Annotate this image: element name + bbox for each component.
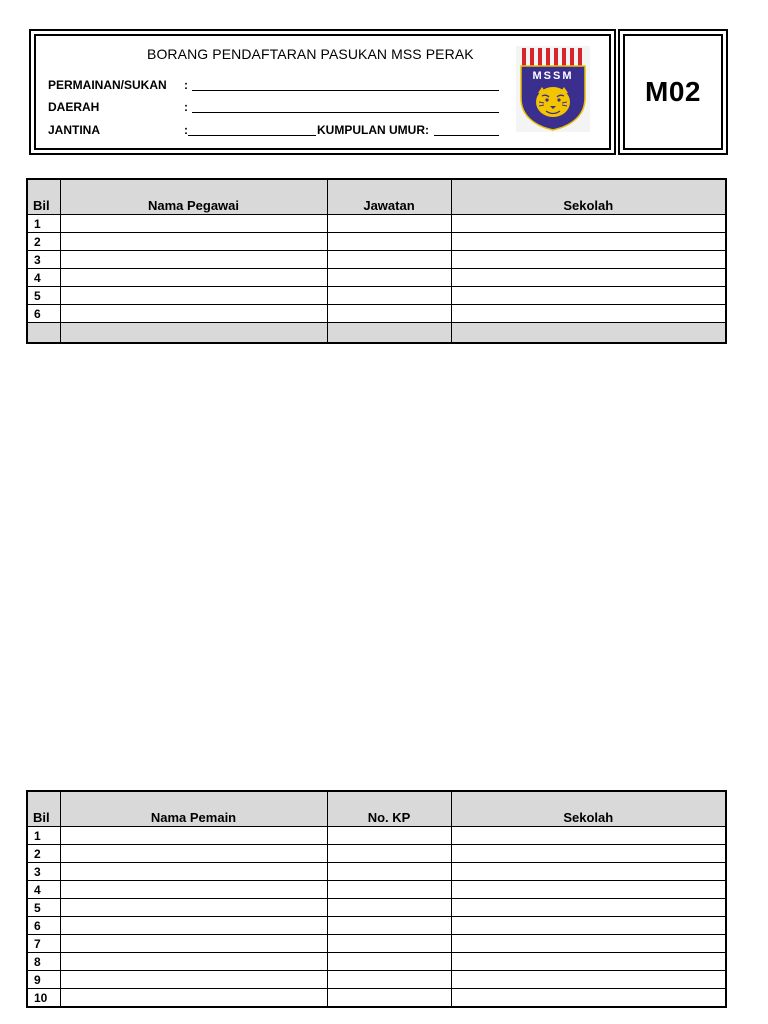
players-header-row bbox=[27, 791, 726, 827]
row-number: 4 bbox=[27, 269, 60, 287]
col-header-nama-pegawai: Nama Pegawai bbox=[60, 179, 327, 215]
school-cell[interactable] bbox=[451, 917, 726, 935]
sport-input-line[interactable] bbox=[192, 90, 499, 91]
name-cell[interactable] bbox=[60, 251, 327, 269]
row-number: 3 bbox=[27, 863, 60, 881]
table-row bbox=[27, 917, 726, 935]
school-cell[interactable] bbox=[451, 251, 726, 269]
district-label: DAERAH bbox=[48, 100, 100, 114]
name-cell[interactable] bbox=[60, 971, 327, 989]
col-header-bil: Bil bbox=[27, 179, 60, 215]
name-cell[interactable] bbox=[60, 269, 327, 287]
col-header-bil: Bil bbox=[27, 791, 60, 827]
sport-label: PERMAINAN/SUKAN bbox=[48, 78, 167, 92]
row-number: 7 bbox=[27, 935, 60, 953]
position-cell[interactable] bbox=[327, 305, 451, 323]
table-row bbox=[27, 989, 726, 1008]
age-group-label: KUMPULAN UMUR: bbox=[317, 123, 429, 137]
table-row bbox=[27, 971, 726, 989]
district-colon: : bbox=[184, 100, 188, 114]
table-row bbox=[27, 899, 726, 917]
name-cell[interactable] bbox=[60, 953, 327, 971]
row-number: 6 bbox=[27, 917, 60, 935]
mssm-logo bbox=[516, 46, 590, 132]
col-header-jawatan: Jawatan bbox=[327, 179, 451, 215]
position-cell[interactable] bbox=[327, 269, 451, 287]
row-number: 4 bbox=[27, 881, 60, 899]
school-cell[interactable] bbox=[451, 899, 726, 917]
ic-number-cell[interactable] bbox=[327, 953, 451, 971]
table-row bbox=[27, 953, 726, 971]
age-group-input-line[interactable] bbox=[434, 135, 499, 136]
col-header-sekolah: Sekolah bbox=[451, 791, 726, 827]
logo-text: MSSM bbox=[532, 70, 574, 82]
col-header-sekolah: Sekolah bbox=[451, 179, 726, 215]
sport-colon: : bbox=[184, 78, 188, 92]
table-row bbox=[27, 845, 726, 863]
form-code-box bbox=[618, 29, 728, 155]
row-number: 1 bbox=[27, 215, 60, 233]
table-row bbox=[27, 215, 726, 233]
name-cell[interactable] bbox=[60, 305, 327, 323]
ic-number-cell[interactable] bbox=[327, 989, 451, 1008]
officials-header-row bbox=[27, 179, 726, 215]
row-number: 1 bbox=[27, 827, 60, 845]
tiger-head-icon bbox=[536, 87, 570, 117]
gender-input-line[interactable] bbox=[188, 135, 316, 136]
school-cell[interactable] bbox=[451, 827, 726, 845]
gender-colon: : bbox=[184, 123, 188, 137]
table-row bbox=[27, 251, 726, 269]
row-number: 6 bbox=[27, 305, 60, 323]
name-cell[interactable] bbox=[60, 935, 327, 953]
position-cell[interactable] bbox=[327, 287, 451, 305]
ic-number-cell[interactable] bbox=[327, 845, 451, 863]
name-cell[interactable] bbox=[60, 989, 327, 1008]
school-cell[interactable] bbox=[451, 287, 726, 305]
table-row bbox=[27, 827, 726, 845]
table-row bbox=[27, 287, 726, 305]
col-header-nama-pemain: Nama Pemain bbox=[60, 791, 327, 827]
table-row bbox=[27, 935, 726, 953]
school-cell[interactable] bbox=[451, 845, 726, 863]
school-cell[interactable] bbox=[451, 863, 726, 881]
name-cell[interactable] bbox=[60, 215, 327, 233]
ic-number-cell[interactable] bbox=[327, 881, 451, 899]
table-row bbox=[27, 233, 726, 251]
officials-table bbox=[26, 178, 727, 344]
name-cell[interactable] bbox=[60, 287, 327, 305]
ic-number-cell[interactable] bbox=[327, 917, 451, 935]
row-number: 5 bbox=[27, 287, 60, 305]
row-number: 5 bbox=[27, 899, 60, 917]
school-cell[interactable] bbox=[451, 881, 726, 899]
table-row bbox=[27, 881, 726, 899]
school-cell[interactable] bbox=[451, 953, 726, 971]
school-cell[interactable] bbox=[451, 215, 726, 233]
name-cell[interactable] bbox=[60, 827, 327, 845]
form-title: BORANG PENDAFTARAN PASUKAN MSS PERAK bbox=[147, 46, 474, 62]
row-number: 2 bbox=[27, 233, 60, 251]
ic-number-cell[interactable] bbox=[327, 935, 451, 953]
name-cell[interactable] bbox=[60, 881, 327, 899]
ic-number-cell[interactable] bbox=[327, 863, 451, 881]
col-header-no-kp: No. KP bbox=[327, 791, 451, 827]
row-number: 8 bbox=[27, 953, 60, 971]
form-code: M02 bbox=[623, 34, 723, 150]
school-cell[interactable] bbox=[451, 989, 726, 1008]
position-cell[interactable] bbox=[327, 251, 451, 269]
school-cell[interactable] bbox=[451, 233, 726, 251]
ic-number-cell[interactable] bbox=[327, 971, 451, 989]
ic-number-cell[interactable] bbox=[327, 899, 451, 917]
ic-number-cell[interactable] bbox=[327, 827, 451, 845]
players-table bbox=[26, 790, 727, 1008]
row-number: 9 bbox=[27, 971, 60, 989]
row-number: 10 bbox=[27, 989, 60, 1008]
school-cell[interactable] bbox=[451, 935, 726, 953]
school-cell[interactable] bbox=[451, 305, 726, 323]
name-cell[interactable] bbox=[60, 233, 327, 251]
position-cell[interactable] bbox=[327, 233, 451, 251]
row-number: 2 bbox=[27, 845, 60, 863]
form-header bbox=[29, 29, 616, 155]
school-cell[interactable] bbox=[451, 971, 726, 989]
row-number: 3 bbox=[27, 251, 60, 269]
gender-label: JANTINA bbox=[48, 123, 101, 137]
table-row bbox=[27, 269, 726, 287]
position-cell[interactable] bbox=[327, 215, 451, 233]
table-row bbox=[27, 863, 726, 881]
form-header-inner bbox=[34, 34, 611, 150]
table-row bbox=[27, 305, 726, 323]
name-cell[interactable] bbox=[60, 845, 327, 863]
name-cell[interactable] bbox=[60, 899, 327, 917]
name-cell[interactable] bbox=[60, 917, 327, 935]
school-cell[interactable] bbox=[451, 269, 726, 287]
district-input-line[interactable] bbox=[192, 112, 499, 113]
table-footer-row bbox=[27, 323, 726, 344]
name-cell[interactable] bbox=[60, 863, 327, 881]
